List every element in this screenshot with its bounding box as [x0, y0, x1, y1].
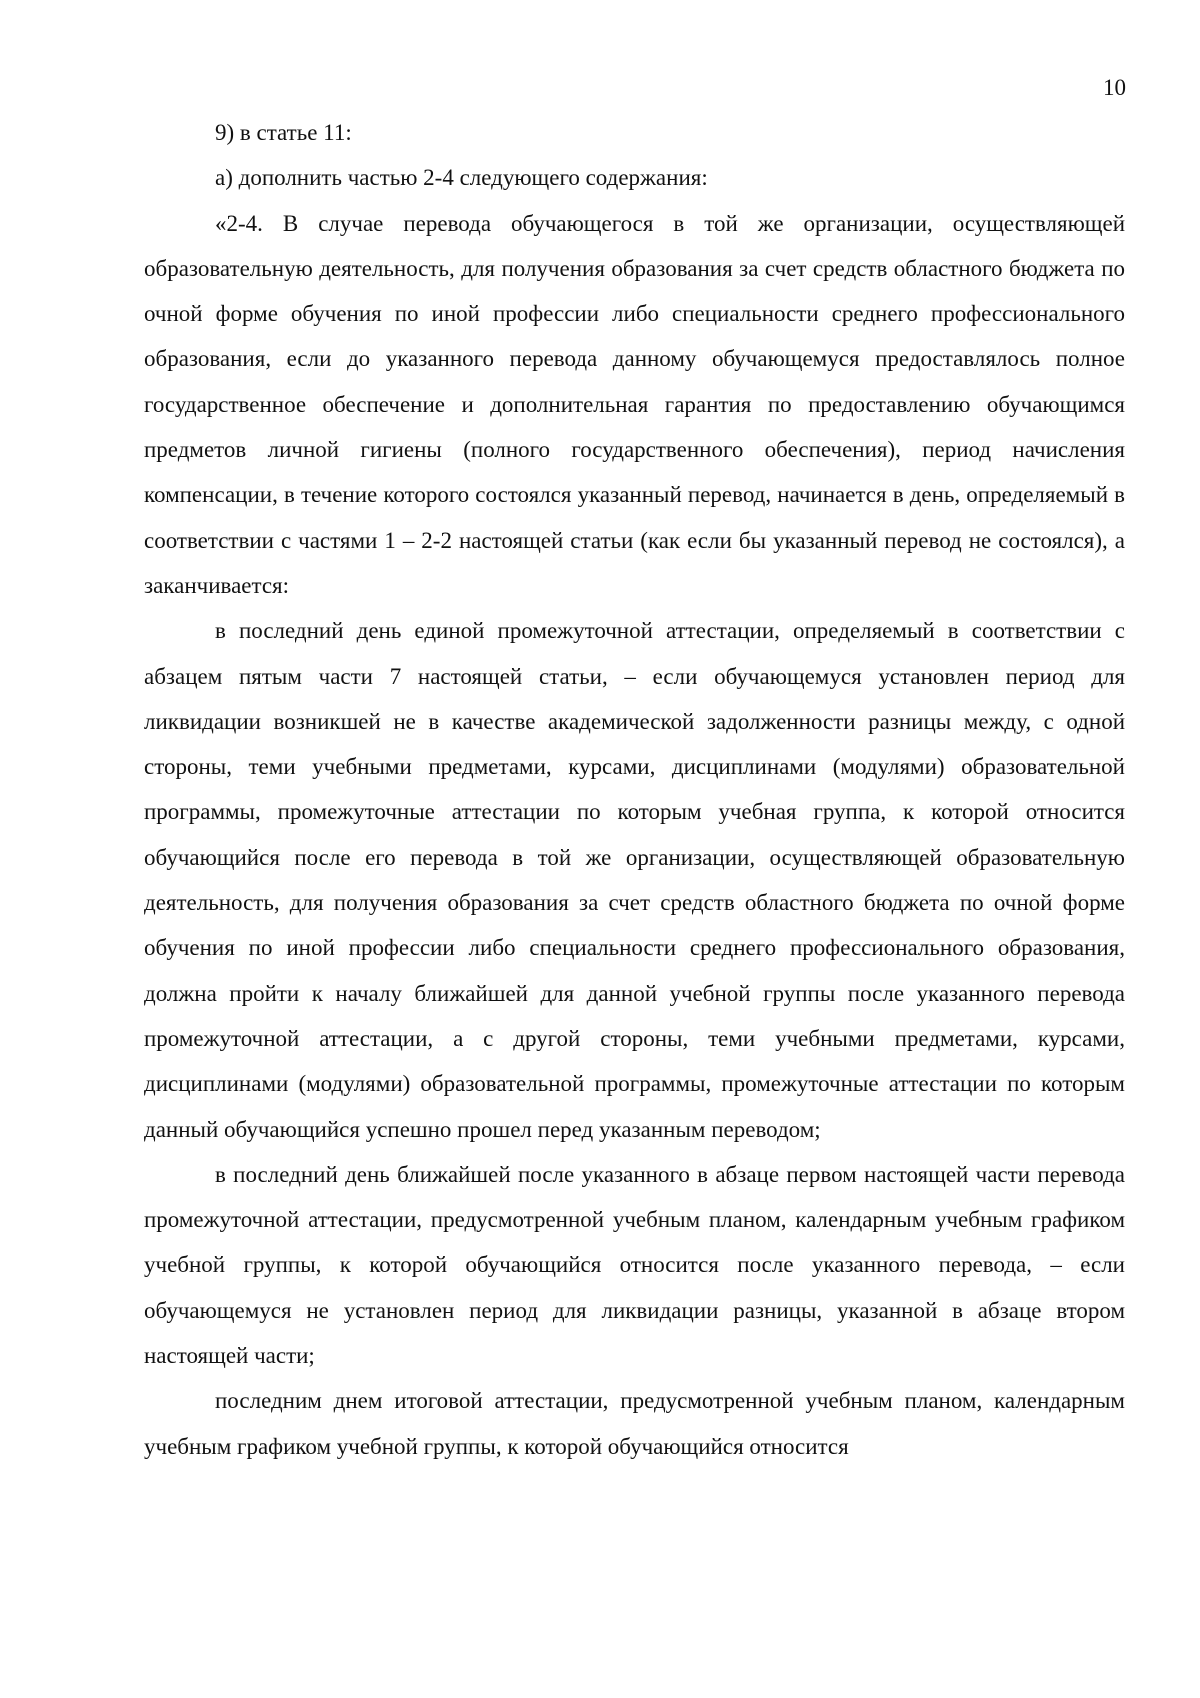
paragraph-condition-1: в последний день единой промежуточной аттестации, определяемый в соответствии с абзацем пятым части 7 настоящей статьи, – если обучающемуся установлен период для ликвидации возникшей не в качестве академической задолженности разницы между, с одной стороны, теми учебными предметами, курсами, дисциплинами (модулями) образовательной программы, промежуточные аттестации по которым учебная группа, к которой относится обучающийся после его перевода в той же организации, осуществляющей образовательную деятельность, для получения образования за счет средств областного бюджета по очной форме обучения по иной профессии либо специальности среднего профессионального образования, должна пройти к началу ближайшей для данной учебной группы после указанного перевода промежуточной аттестации, а с другой стороны, теми учебными предметами, курсами, дисциплинами (модулями) образовательной программы, промежуточные аттестации по которым данный обучающийся успешно прошел перед указанным переводом; [144, 618, 1125, 1142]
page-number: 10 [1103, 75, 1126, 100]
paragraph-part-2-4: «2-4. В случае перевода обучающегося в той же организации, осуществляющей образовательную деятельность, для получения образования за счет средств областного бюджета по очной форме обучения по иной профессии либо специальности среднего профессионального образования, если до указанного перевода данному обучающемуся предоставлялось полное государственное обеспечение и дополнительная гарантия по предоставлению обучающимся предметов личной гигиены (полного государственного обеспечения), период начисления компенсации, в течение которого состоялся указанный перевод, начинается в день, определяемый в соответствии с частями 1 – 2-2 настоящей статьи (как если бы указанный перевод не состоялся), а заканчивается: [144, 210, 1125, 598]
paragraph-condition-3: последним днем итоговой аттестации, предусмотренной учебным планом, календарным учебным графиком учебной группы, к которой обучающийся относится [144, 1388, 1125, 1459]
paragraph-article-heading: 9) в статье 11: [215, 120, 352, 145]
paragraph-subitem-a: а) дополнить частью 2-4 следующего содержания: [215, 165, 708, 191]
paragraph-condition-2: в последний день ближайшей после указанного в абзаце первом настоящей части перевода промежуточной аттестации, предусмотренной учебным планом, календарным учебным графиком учебной группы, к которой обучающийся относится после указанного перевода, – если обучающемуся не установлен период для ликвидации разницы, указанной в абзаце втором настоящей части; [144, 1161, 1125, 1369]
document-body [144, 110, 1125, 1469]
